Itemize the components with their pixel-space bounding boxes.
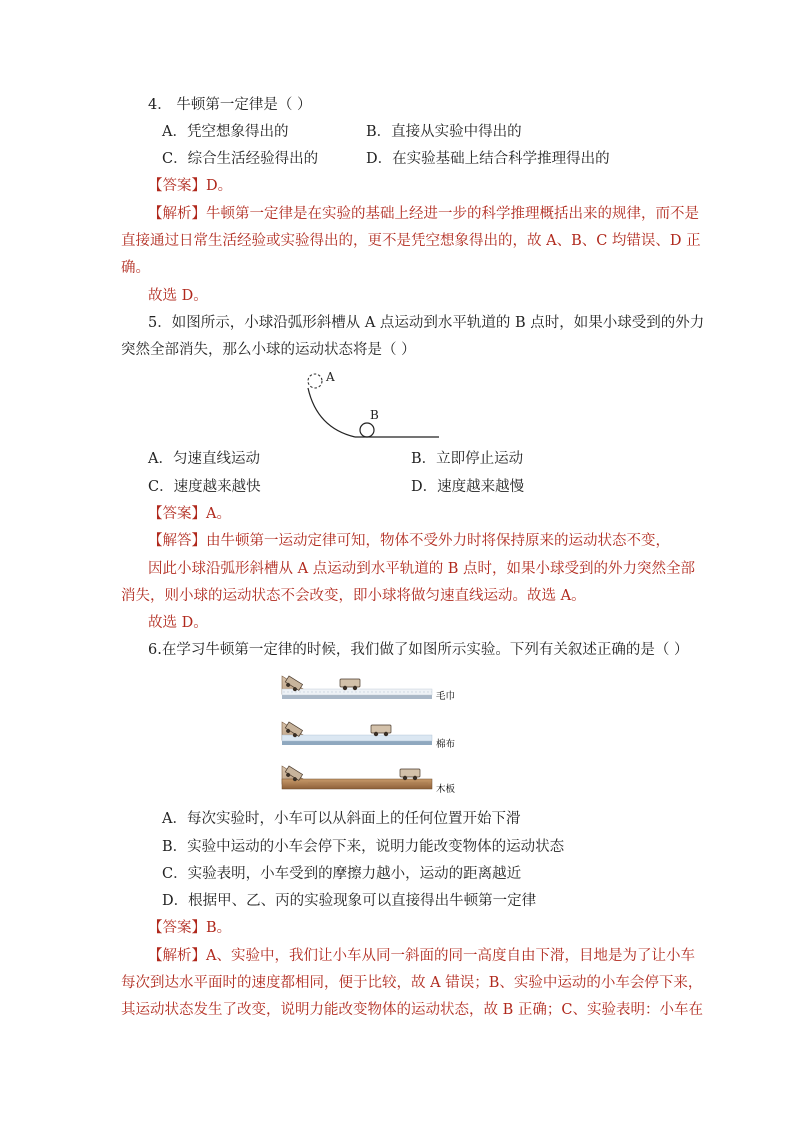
cart-stopped (340, 679, 360, 690)
q6-analysis-line2: 每次到达水平面时的速度都相同，便于比较，故 A 错误；B、实验中运动的小车会停下来， (121, 975, 703, 991)
q4-option-a: A．凭空想象得出的 (162, 124, 289, 140)
ball-start-dashed (308, 374, 322, 388)
q5-option-c: C．速度越来越快 (148, 479, 261, 495)
q6-option-b: B．实验中运动的小车会停下来，说明力能改变物体的运动状态 (162, 839, 565, 855)
q6-analysis-line3: 其运动状态发生了改变，说明力能改变物体的运动状态，故 B 正确；C、实验表明：小车在 (121, 1002, 703, 1018)
q4-answer (148, 176, 232, 196)
surface-cotton (282, 735, 432, 741)
q6-answer (148, 918, 231, 938)
label-a: A (326, 370, 335, 384)
answer-value: A。 (206, 506, 231, 522)
q4-analysis-line2: 直接通过日常生活经验或实验得出的，更不是凭空想象得出的，故 A、B、C 均错误、D 正 (121, 233, 701, 249)
q5-stem-line1: 5．如图所示，小球沿弧形斜槽从 A 点运动到水平轨道的 B 点时，如果小球受到的外力 (148, 315, 705, 331)
ball-b (360, 423, 374, 437)
q5-option-d: D．速度越来越慢 (411, 479, 525, 495)
q6-figure-experiment (278, 666, 468, 802)
label-towel: 毛巾 (436, 691, 456, 702)
label-b: B (370, 408, 379, 422)
label-cotton: 棉布 (436, 739, 456, 750)
surface-wood (282, 779, 432, 789)
q5-option-a: A．匀速直线运动 (148, 451, 260, 467)
cart-stopped (371, 725, 391, 736)
answer-value: B。 (206, 920, 232, 936)
q6-option-c: C．实验表明，小车受到的摩擦力越小，运动的距离越近 (162, 866, 522, 882)
analysis-label: 【解答】 (148, 533, 206, 549)
q5-analysis-line1 (148, 531, 670, 551)
row-cotton (282, 722, 456, 750)
analysis-text: 牛顿第一定律是在实验的基础上经进一步的科学推理概括出来的规律，而不是 (206, 206, 699, 222)
q4-option-b: B．直接从实验中得出的 (366, 124, 522, 140)
surface-towel (282, 689, 432, 695)
row-wood (282, 766, 456, 795)
q6-option-a: A．每次实验时，小车可以从斜面上的任何位置开始下滑 (162, 811, 521, 827)
row-towel (282, 676, 455, 702)
analysis-label: 【解析】 (148, 206, 206, 222)
q5-analysis-line2: 因此小球沿弧形斜槽从 A 点运动到水平轨道的 B 点时，如果小球受到的外力突然全部 (148, 561, 696, 577)
q5-conclusion: 故选 D。 (148, 615, 208, 631)
q6-stem: 6.在学习牛顿第一定律的时候，我们做了如图所示实验。下列有关叙述正确的是（ ） (148, 642, 689, 658)
q5-stem-line2: 突然全部消失，那么小球的运动状态将是（ ） (121, 342, 416, 358)
answer-value: D。 (206, 178, 233, 194)
q4-option-d: D．在实验基础上结合科学推理得出的 (366, 151, 610, 167)
cart-stopped (400, 769, 420, 780)
answer-label: 【答案】 (148, 506, 206, 522)
answer-label: 【答案】 (148, 178, 206, 194)
analysis-text: A、实验中，我们让小车从同一斜面的同一高度自由下滑，目地是为了让小车 (206, 948, 695, 964)
q4-analysis-line1 (148, 204, 699, 224)
answer-label: 【答案】 (148, 920, 206, 936)
q6-option-d: D．根据甲、乙、丙的实验现象可以直接得出牛顿第一定律 (162, 893, 537, 909)
q5-answer (148, 504, 231, 524)
analysis-label: 【解析】 (148, 948, 206, 964)
label-wood: 木板 (436, 784, 456, 795)
q4-stem: 4． 牛顿第一定律是（ ） (148, 97, 312, 113)
q5-figure-arc-track (295, 366, 445, 444)
analysis-text: 由牛顿第一运动定律可知，物体不受外力时将保持原来的运动状态不变， (206, 533, 670, 549)
q4-conclusion: 故选 D。 (148, 288, 208, 304)
q5-analysis-line3: 消失，则小球的运动状态不会改变，即小球将做匀速直线运动。故选 A。 (121, 588, 586, 604)
arc-slope (308, 388, 355, 437)
q6-analysis-line1 (148, 946, 695, 966)
q4-analysis-line3: 确。 (121, 260, 150, 276)
q5-option-b: B．立即停止运动 (411, 451, 524, 467)
q4-option-c: C．综合生活经验得出的 (162, 151, 319, 167)
